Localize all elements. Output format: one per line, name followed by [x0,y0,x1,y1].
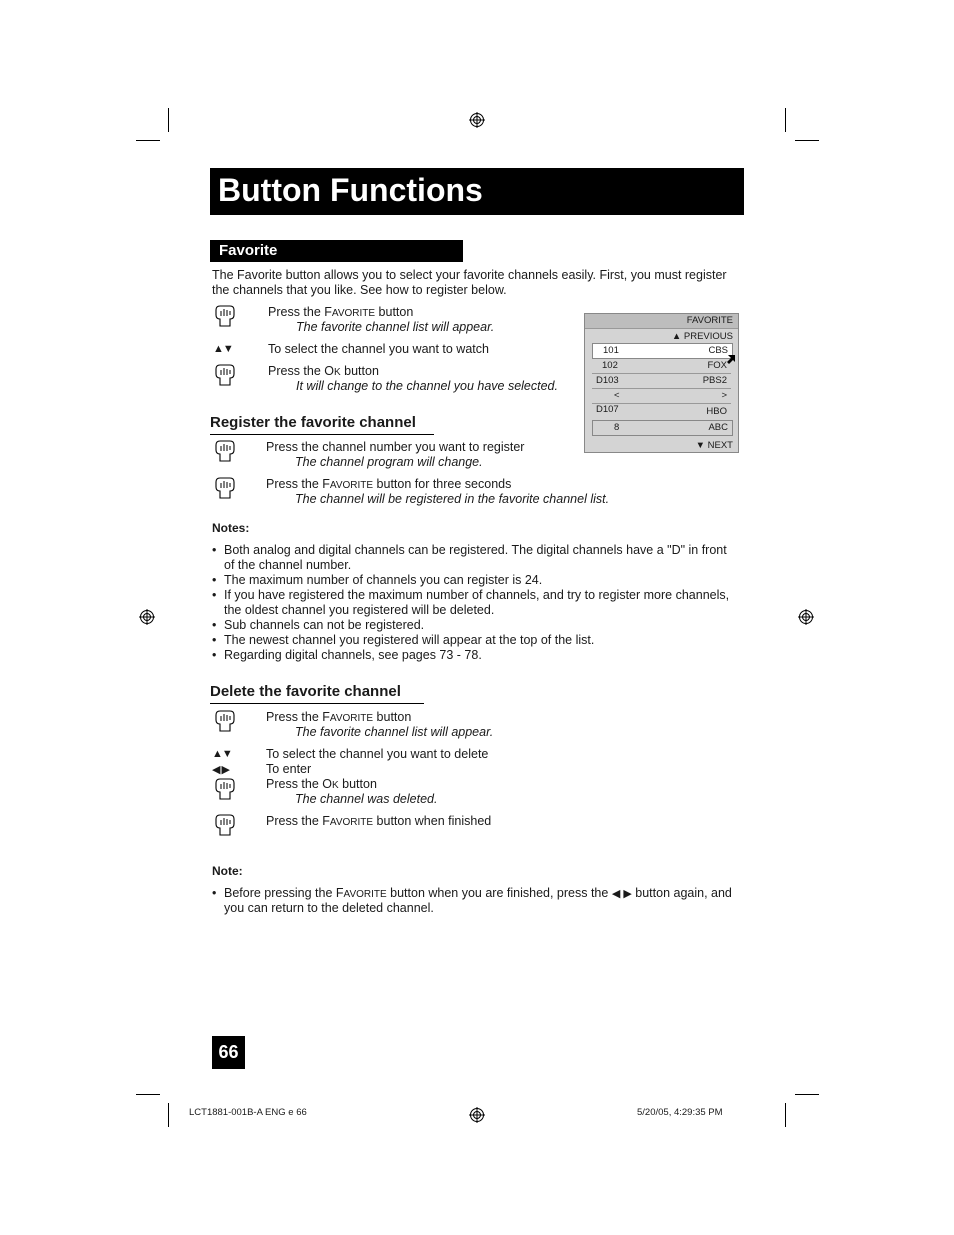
delete-step-4: Press the OK button [266,777,377,791]
fav-step-3-note: It will change to the channel you have selected. [296,379,558,393]
crop-mark [136,1094,160,1095]
crop-mark [795,1094,819,1095]
next-label: ▼ NEXT [695,440,733,451]
registration-mark-icon [469,112,485,128]
left-right-arrows-icon: ◀ ▶ [212,764,229,776]
hand-press-icon [212,362,238,388]
menu-row: 102 FOX [592,359,731,374]
register-step-2-note: The channel will be registered in the favorite channel list. [295,492,610,506]
footer-left: LCT1881-001B-A ENG e 66 [189,1107,307,1118]
registration-mark-icon [139,609,155,625]
page-title: Button Functions [218,172,483,208]
hand-press-icon [212,303,238,329]
hand-press-icon [212,475,238,501]
delete-step-4-note: The channel was deleted. [295,792,438,806]
up-down-arrows-icon: ▲▼ [212,748,232,760]
delete-step-1: Press the FAVORITE button [266,710,412,724]
crop-mark [136,140,160,141]
hand-press-icon [212,438,238,464]
crop-mark [785,1103,786,1127]
menu-row: D103 PBS2 [592,374,731,389]
previous-label: ▲ PREVIOUS [671,331,733,342]
page-number-box [212,1036,245,1069]
menu-row: 101 CBS [592,343,733,359]
up-down-arrows-icon: ▲▼ [213,343,233,355]
fav-step-2: To select the channel you want to watch [268,342,489,356]
intro-line-1: The Favorite button allows you to select your favorite channels easily. First, you must register [212,268,727,282]
section-title: Favorite [219,242,278,259]
registration-mark-icon [798,609,814,625]
cursor-icon [727,354,737,364]
page-title-bar [210,168,744,215]
favorite-menu-title: FAVORITE [686,315,733,326]
fav-step-3: Press the OK button [268,364,379,378]
delete-heading: Delete the favorite channel [210,683,401,700]
menu-row: HBO [706,406,727,417]
section-bar [210,240,463,262]
delete-step-5: Press the FAVORITE button when finished [266,814,492,828]
favorite-menu [584,313,739,453]
register-step-2: Press the FAVORITE button for three seconds [266,477,512,491]
register-heading-underline [210,434,434,435]
notes-heading: Notes: [212,521,250,535]
register-heading: Register the favorite channel [210,414,416,431]
menu-row: < > [592,389,731,404]
register-step-1-note: The channel program will change. [295,455,483,469]
note-heading: Note: [212,864,243,878]
page-number: 66 [218,1042,239,1062]
register-step-1: Press the channel number you want to register [266,440,525,454]
intro-line-2: the channels that you like. See how to register below. [212,283,507,297]
hand-press-icon [212,708,238,734]
crop-mark [795,140,819,141]
hand-press-icon [212,812,238,838]
fav-step-1-note: The favorite channel list will appear. [296,320,495,334]
crop-mark [168,1103,169,1127]
crop-mark [168,108,169,132]
delete-step-3: To enter [266,762,312,776]
delete-heading-underline [210,703,424,704]
hand-press-icon [212,776,238,802]
menu-row: D107 [596,404,619,415]
crop-mark [785,108,786,132]
delete-step-1-note: The favorite channel list will appear. [295,725,494,739]
registration-mark-icon [469,1107,485,1123]
delete-step-2: To select the channel you want to delete [266,747,489,761]
fav-step-1: Press the FAVORITE button [268,305,414,319]
menu-row: 8 ABC [592,420,733,436]
footer-right: 5/20/05, 4:29:35 PM [637,1107,723,1118]
